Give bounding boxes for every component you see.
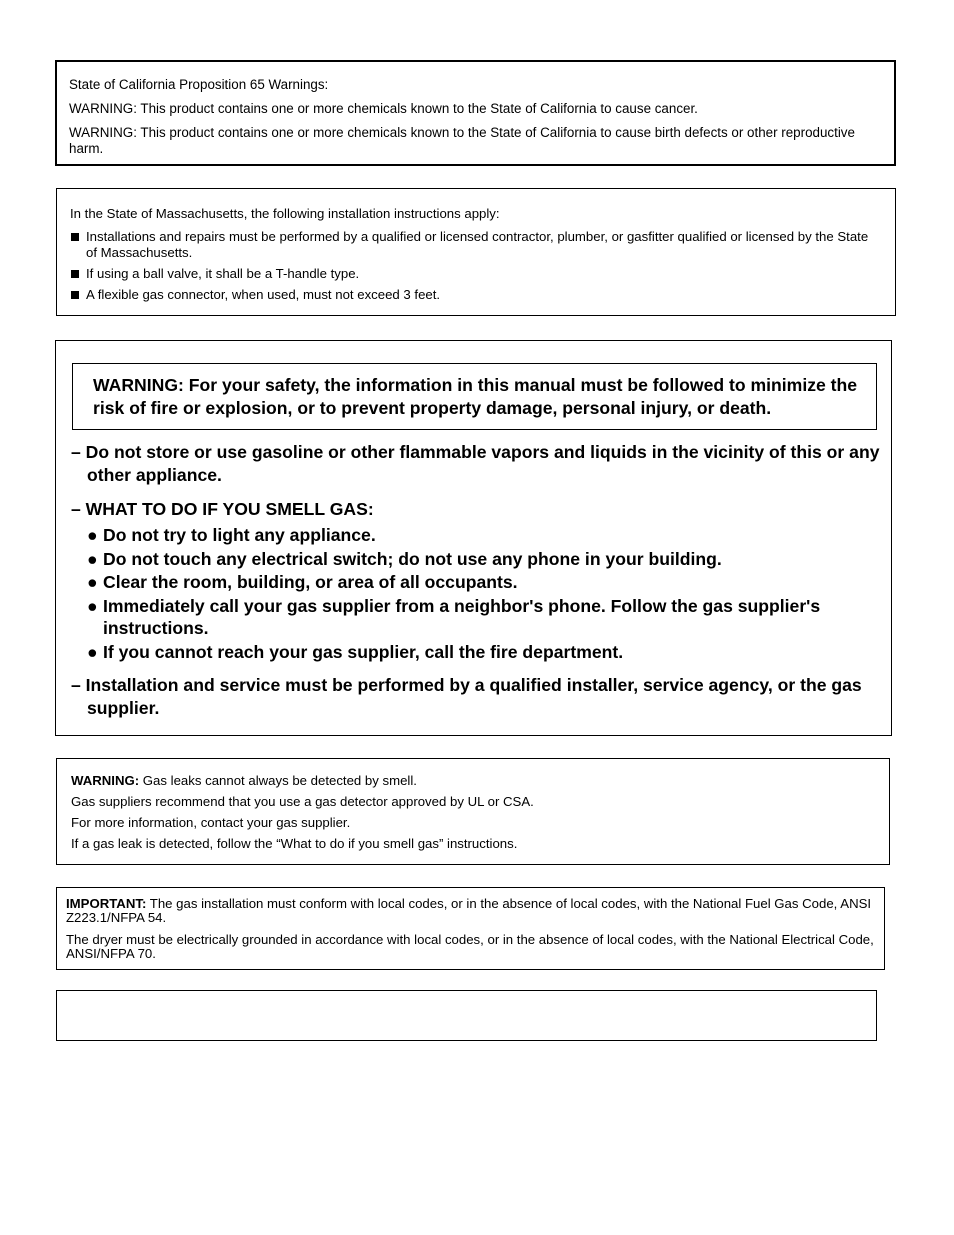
- important-label: IMPORTANT:: [66, 896, 147, 911]
- smell-gas-heading: – WHAT TO DO IF YOU SMELL GAS:: [71, 499, 374, 519]
- list-item-text: Do not touch any electrical switch; do not use any phone in your building.: [103, 548, 722, 569]
- list-item: [87, 548, 877, 571]
- list-item-text: Installations and repairs must be performed by a qualified or licensed contractor, plumber, or gasfitter qualified or licensed by the State of Massachusetts.: [86, 229, 869, 260]
- square-bullet-icon: [71, 270, 79, 278]
- gas-leak-warning-box: [56, 758, 890, 865]
- prop65-warning-box: [55, 60, 896, 166]
- contact-supplier-note: For more information, contact your gas supplier.: [71, 815, 351, 830]
- list-item: [70, 266, 882, 282]
- gas-code-note: [66, 897, 875, 925]
- list-item-text: If using a ball valve, it shall be a T-handle type.: [86, 266, 360, 281]
- warning-text: Gas leaks cannot always be detected by smell.: [139, 773, 417, 788]
- gas-safety-warning-box: [55, 340, 892, 736]
- empty-box: [56, 990, 877, 1041]
- list-item: [87, 595, 877, 640]
- massachusetts-intro: In the State of Massachusetts, the following installation instructions apply:: [70, 206, 500, 221]
- prop65-cancer-warning: WARNING: This product contains one or more chemicals known to the State of California to cause cancer.: [69, 101, 698, 116]
- flammable-vapors-warning: – Do not store or use gasoline or other flammable vapors and liquids in the vicinity of this or any other appliance.: [71, 442, 880, 485]
- warning-label: WARNING:: [71, 773, 140, 788]
- list-item-text: Immediately call your gas supplier from a neighbor's phone. Follow the gas supplier's instructions.: [103, 595, 821, 638]
- important-text: The gas installation must conform with local codes, or in the absence of local codes, with the National Fuel Gas Code, ANSI Z223.1/NFPA 54.: [66, 896, 872, 925]
- round-bullet-icon: ●: [87, 525, 98, 545]
- prop65-heading: State of California Proposition 65 Warnings:: [69, 77, 329, 92]
- round-bullet-icon: ●: [87, 572, 98, 592]
- square-bullet-icon: [71, 291, 79, 299]
- gas-leak-warning: [71, 773, 875, 789]
- massachusetts-list: [70, 229, 882, 303]
- list-item: [70, 229, 882, 261]
- leak-detected-note: If a gas leak is detected, follow the “What to do if you smell gas” instructions.: [71, 836, 518, 851]
- smell-gas-steps: [87, 524, 877, 664]
- round-bullet-icon: ●: [87, 595, 98, 616]
- safety-warning-header: WARNING: For your safety, the information in this manual must be followed to minimize the risk of fire or explosion, or to prevent property damage, personal injury, or death.: [72, 363, 877, 430]
- list-item-text: Clear the room, building, or area of all occupants.: [103, 572, 518, 592]
- list-item: [70, 287, 882, 303]
- list-item-text: A flexible gas connector, when used, must not exceed 3 feet.: [86, 287, 441, 302]
- important-codes-box: [56, 887, 885, 970]
- list-item-text: Do not try to light any appliance.: [103, 525, 376, 545]
- list-item: [87, 524, 877, 547]
- electrical-code-note: The dryer must be electrically grounded in accordance with local codes, or in the absence of local codes, with the National Electrical Code, ANSI/NFPA 70.: [66, 932, 874, 961]
- list-item: [87, 571, 877, 594]
- round-bullet-icon: ●: [87, 641, 98, 662]
- square-bullet-icon: [71, 233, 79, 241]
- list-item: [87, 641, 877, 664]
- installation-service-warning: – Installation and service must be performed by a qualified installer, service agency, or the gas supplier.: [71, 675, 862, 718]
- round-bullet-icon: ●: [87, 548, 98, 569]
- list-item-text: If you cannot reach your gas supplier, call the fire department.: [103, 641, 624, 662]
- prop65-birth-defect-warning: WARNING: This product contains one or more chemicals known to the State of California to cause birth defects or other reproductive harm.: [69, 125, 855, 156]
- massachusetts-instructions-box: [56, 188, 896, 316]
- gas-detector-recommendation: Gas suppliers recommend that you use a gas detector approved by UL or CSA.: [71, 794, 534, 809]
